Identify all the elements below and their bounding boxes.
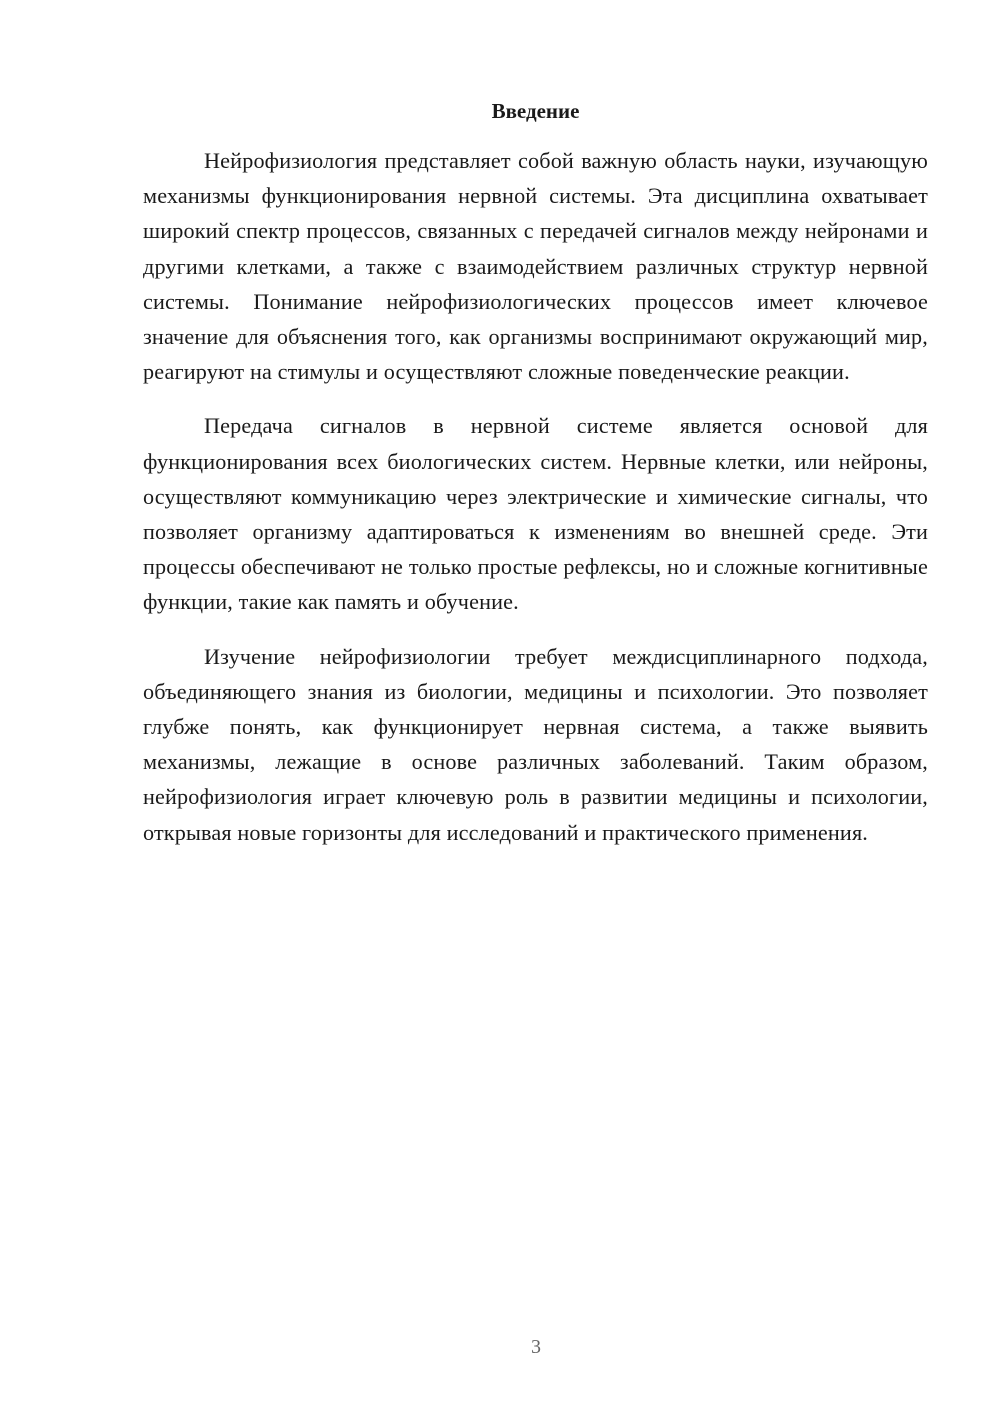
- section-heading: Введение: [491, 99, 580, 123]
- paragraph: Изучение нейрофизиологии требует междисциплинарного подхода, объединяющего знания из биологии, медицины и психологии. Это позволяет глубже понять, как функционирует нервная система, а также выявить механизмы, лежащие в основе различных заболеваний. Таким образом, нейрофизиология играет ключевую роль в развитии медицины и психологии, открывая новые горизонты для исследований и практического применения.: [143, 643, 928, 845]
- body-text: [143, 143, 928, 850]
- paragraph: Передача сигналов в нервной системе является основой для функционирования всех биологических систем. Нервные клетки, или нейроны, осуществляют коммуникацию через электрические и химические сигналы, что позволяет организму адаптироваться к изменениям во внешней среде. Эти процессы обеспечивают не только простые рефлексы, но и сложные когнитивные функции, такие как память и обучение.: [143, 413, 928, 615]
- page-number: 3: [531, 1336, 541, 1358]
- paragraph: Нейрофизиология представляет собой важную область науки, изучающую механизмы функционирования нервной системы. Эта дисциплина охватывает широкий спектр процессов, связанных с передачей сигналов между нейронами и другими клетками, а также с взаимодействием различных структур нервной системы. Понимание нейрофизиологических процессов имеет ключевое значение для объяснения того, как организмы воспринимают окружающий мир, реагируют на стимулы и осуществляют сложные поведенческие реакции.: [143, 148, 928, 385]
